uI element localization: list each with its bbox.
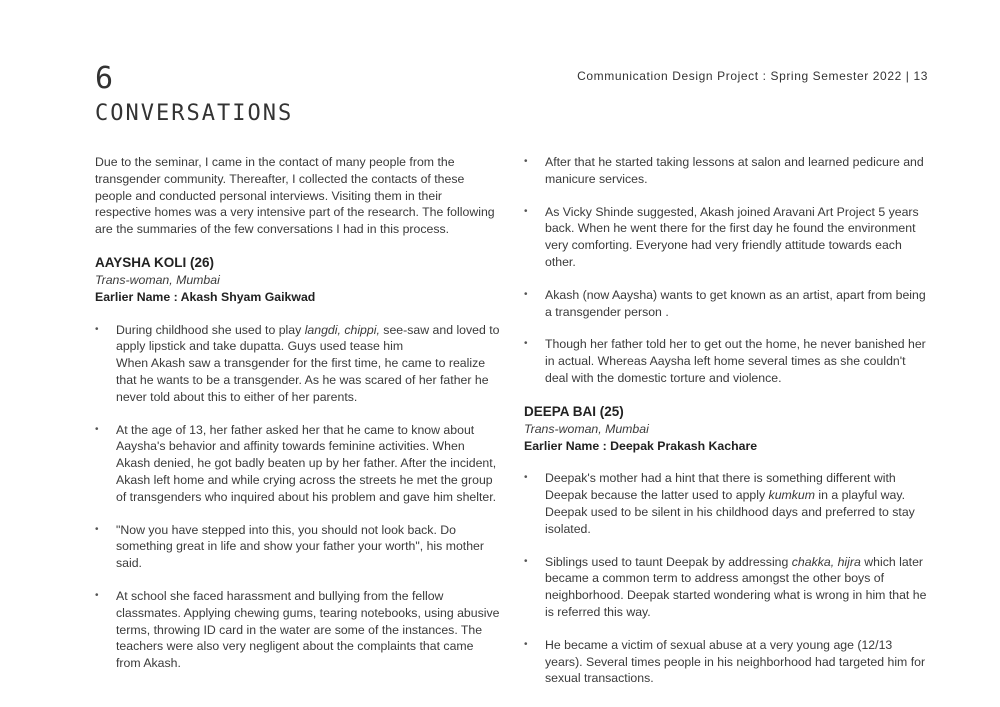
list-item: • He became a victim of sexual abuse at a very young age (12/13 years). Several times people in his neighborhood had targeted him for sexual transactions.	[524, 637, 930, 687]
list-item: • As Vicky Shinde suggested, Akash joined Aravani Art Project 5 years back. When he went there for the first day he found the environment very comforting. Everyone had very friendly attitude towards each other.	[524, 204, 930, 271]
bullet-text: Deepak's mother had a hint that there is something different with Deepak because the latter used to apply	[545, 471, 896, 503]
profile-name-aaysha: AAYSHA KOLI (26)	[95, 254, 215, 270]
list-item: • Akash (now Aaysha) wants to get known as an artist, apart from being a transgender person .	[524, 287, 930, 321]
profile-earlier-name-aaysha: Earlier Name : Akash Shyam Gaikwad	[95, 289, 316, 304]
running-head: Communication Design Project : Spring Semester 2022 | 13	[577, 69, 928, 83]
bullet-text: in a playful way. Deepak used to be silent in his childhood days and preferred to stay isolated.	[545, 488, 915, 536]
bullet-text-italic: chakka, hijra	[791, 554, 861, 569]
bullet-text-italic: langdi, chippi,	[304, 322, 380, 337]
profile-name-deepa: DEEPA BAI (25)	[524, 403, 624, 419]
left-column	[95, 154, 500, 688]
aaysha-bullet-list-continued	[524, 154, 930, 387]
list-item: • At school she faced harassment and bullying from the fellow classmates. Applying chewing gums, tearing notebooks, using abusive terms, throwing ID card in the water are some of the instances. The teachers were also very negligent about the complaints that came from Akash.	[95, 588, 500, 672]
list-item	[524, 470, 930, 537]
profile-subtitle-aaysha: Trans-woman, Mumbai	[95, 272, 220, 287]
list-item: • "Now you have stepped into this, you should not look back. Do something great in life and show your father your worth", his mother said.	[95, 522, 500, 572]
list-item	[524, 554, 930, 621]
bullet-text: During childhood she used to play	[116, 322, 305, 337]
bullet-text: Siblings used to taunt Deepak by addressing	[545, 554, 792, 569]
bullet-text-italic: kumkum	[768, 488, 816, 503]
right-column	[524, 154, 930, 703]
list-item: • After that he started taking lessons at salon and learned pedicure and manicure services.	[524, 154, 930, 188]
intro-paragraph: Due to the seminar, I came in the contact of many people from the transgender community. Thereafter, I collected the contacts of these people and conducted personal interviews. Visiting them in their respective homes was a very intensive part of the research. The following are the summaries of the few conversations I had in this process.	[95, 155, 495, 237]
bullet-text: which later became a common term to address amongst the other boys of neighborhood. Deepak started wondering what is wrong in him that he is referred this way.	[545, 554, 927, 619]
bullet-text: see-saw and loved to apply lipstick and take dupatta. Guys used tease him	[116, 322, 500, 354]
list-item	[95, 322, 500, 406]
profile-earlier-name-deepa: Earlier Name : Deepak Prakash Kachare	[524, 438, 758, 453]
profile-subtitle-deepa: Trans-woman, Mumbai	[524, 421, 649, 436]
chapter-number: 6	[95, 61, 114, 96]
list-item: • At the age of 13, her father asked her that he came to know about Aaysha's behavior and affinity towards feminine activities. When Akash denied, he got badly beaten up by her father. After the incident, Akash left home and while crying across the streets he met the group of transgenders who inquired about his problem and gave him shelter.	[95, 422, 500, 506]
deepa-bullet-list	[524, 470, 930, 687]
bullet-text: When Akash saw a transgender for the first time, he came to realize that he wants to be a transgender. As he was scared of her father he never told about this to either of her parents.	[116, 356, 489, 404]
aaysha-bullet-list	[95, 322, 500, 672]
list-item: • Though her father told her to get out the home, he never banished her in actual. Whereas Aaysha left home several times as she couldn't deal with the domestic torture and violence.	[524, 336, 930, 386]
chapter-title: CONVERSATIONS	[95, 101, 294, 126]
